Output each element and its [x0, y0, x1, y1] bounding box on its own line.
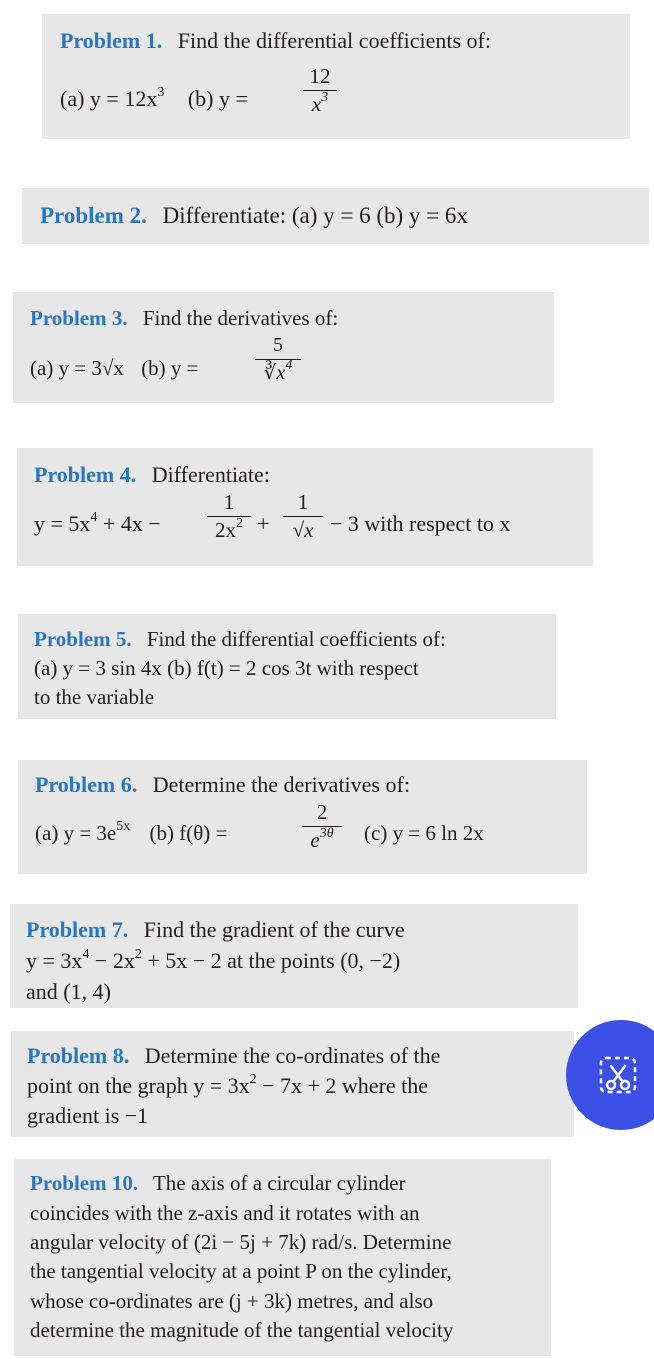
problem-4-line1	[34, 462, 270, 488]
problem-3-line1	[30, 305, 338, 331]
problem-8-exp: 2	[249, 1071, 257, 1087]
fraction-numerator: 1	[223, 490, 235, 514]
problem-4-line2-start	[34, 511, 161, 537]
problem-10-text: The axis of a circular cylinder	[152, 1171, 406, 1195]
problem-4-fraction-2	[283, 490, 323, 542]
fraction-denominator: e	[310, 828, 320, 852]
problem-2-line1	[40, 203, 468, 229]
problem-3-part-a: (a) y = 3√x	[30, 356, 124, 380]
problem-1-part-a-exp: 3	[157, 84, 165, 100]
problem-6-fraction	[302, 800, 342, 852]
problem-10-line4: the tangential velocity at a point P on the cylinder,	[30, 1259, 452, 1283]
problem-8-label: Problem 8.	[27, 1043, 130, 1068]
problem-4-plus: +	[257, 511, 270, 536]
scissors-selection-icon	[598, 1055, 638, 1095]
problem-6-part-c: (c) y = 6 ln 2x	[364, 821, 484, 845]
fraction-denominator: ∛x	[263, 362, 286, 384]
problem-7-line2	[26, 948, 400, 974]
fraction-denominator: √x	[292, 518, 314, 542]
problem-1-fraction	[303, 64, 337, 116]
problem-3-text: Find the derivatives of:	[142, 306, 339, 330]
fraction-numerator: 1	[297, 490, 309, 514]
problem-4-fraction-1	[207, 490, 251, 542]
problem-4-term2: + 4x −	[102, 511, 161, 536]
problem-2-text: Differentiate: (a) y = 6 (b) y = 6x	[162, 203, 468, 228]
problem-1-line1	[60, 28, 491, 54]
fraction-numerator: 2	[316, 800, 328, 824]
problem-6-part-a-exp: 5x	[116, 819, 131, 834]
problem-4-term1: y = 5x	[34, 511, 91, 536]
problem-7-term2: − 2x	[89, 948, 135, 973]
problem-10-line5: whose co-ordinates are (j + 3k) metres, and also	[30, 1289, 434, 1313]
problem-7-exp2: 2	[134, 946, 142, 962]
problem-8-term2: − 7x + 2 where the	[256, 1073, 429, 1098]
problem-7-label: Problem 7.	[26, 917, 129, 942]
problem-7-line1	[26, 917, 405, 943]
problem-6-line1	[35, 772, 410, 798]
problem-5-text: Find the differential coefficients of:	[146, 627, 446, 651]
problem-1-part-b: (b) y =	[187, 86, 248, 111]
problem-10-line2: coincides with the z-axis and it rotates with an	[30, 1201, 420, 1225]
problem-4-label: Problem 4.	[34, 462, 137, 487]
fraction-denominator: 2x	[215, 518, 236, 542]
problem-7-line3: and (1, 4)	[26, 979, 111, 1004]
problem-1-part-a: (a) y = 12x	[60, 86, 158, 111]
problem-10-line3: angular velocity of (2i − 5j + 7k) rad/s. Determine	[30, 1230, 452, 1254]
problem-7-term1: y = 3x	[26, 948, 83, 973]
problem-7-text: Find the gradient of the curve	[143, 917, 405, 942]
problem-10-label: Problem 10.	[30, 1171, 139, 1195]
problem-4-term1-exp: 4	[90, 509, 98, 525]
problem-2-label: Problem 2.	[40, 203, 147, 228]
problem-8-term1: point on the graph y = 3x	[27, 1073, 250, 1098]
problem-3-line2	[30, 355, 199, 381]
fraction-denominator-exp: 4	[285, 358, 293, 374]
problem-3-fraction	[255, 333, 301, 385]
problem-6-label: Problem 6.	[35, 772, 138, 797]
problem-1-label: Problem 1.	[60, 28, 163, 53]
problem-6-line2	[35, 820, 227, 846]
problem-5-line3: to the variable	[34, 685, 155, 709]
fraction-numerator: 5	[273, 334, 283, 356]
problem-10-line6: determine the magnitude of the tangential velocity	[30, 1318, 454, 1342]
fraction-denominator-exp: 2	[236, 516, 243, 531]
problem-4-text: Differentiate:	[151, 462, 270, 487]
fraction-numerator: 12	[309, 64, 331, 88]
fraction-denominator-exp: 3	[321, 90, 329, 105]
problem-1-text: Find the differential coefficients of:	[177, 28, 491, 53]
problem-3-part-b: (b) y =	[141, 356, 199, 380]
problem-7-term3: + 5x − 2 at the points (0, −2)	[141, 948, 401, 973]
fraction-denominator: x	[311, 92, 322, 116]
problem-5-line2: (a) y = 3 sin 4x (b) f(t) = 2 cos 3t with respect	[34, 656, 419, 680]
problem-8-line3: gradient is −1	[27, 1103, 149, 1128]
fraction-denominator-exp: 3θ	[319, 826, 334, 841]
problem-8-line1	[27, 1043, 440, 1069]
problem-6-part-b: (b) f(θ) =	[149, 821, 228, 845]
problem-3-label: Problem 3.	[30, 306, 128, 330]
problem-10-line1	[30, 1170, 405, 1196]
problem-6-text: Determine the derivatives of:	[152, 772, 410, 797]
problem-5-label: Problem 5.	[34, 627, 132, 651]
problem-1-line2	[60, 86, 248, 112]
problem-6-part-a: (a) y = 3e	[35, 821, 117, 845]
problem-8-line2	[27, 1073, 428, 1099]
problem-4-line2-end: − 3 with respect to x	[330, 511, 511, 536]
problem-8-text: Determine the co-ordinates of the	[144, 1043, 441, 1068]
problem-7-exp1: 4	[82, 946, 90, 962]
problem-5-line1	[34, 626, 446, 652]
